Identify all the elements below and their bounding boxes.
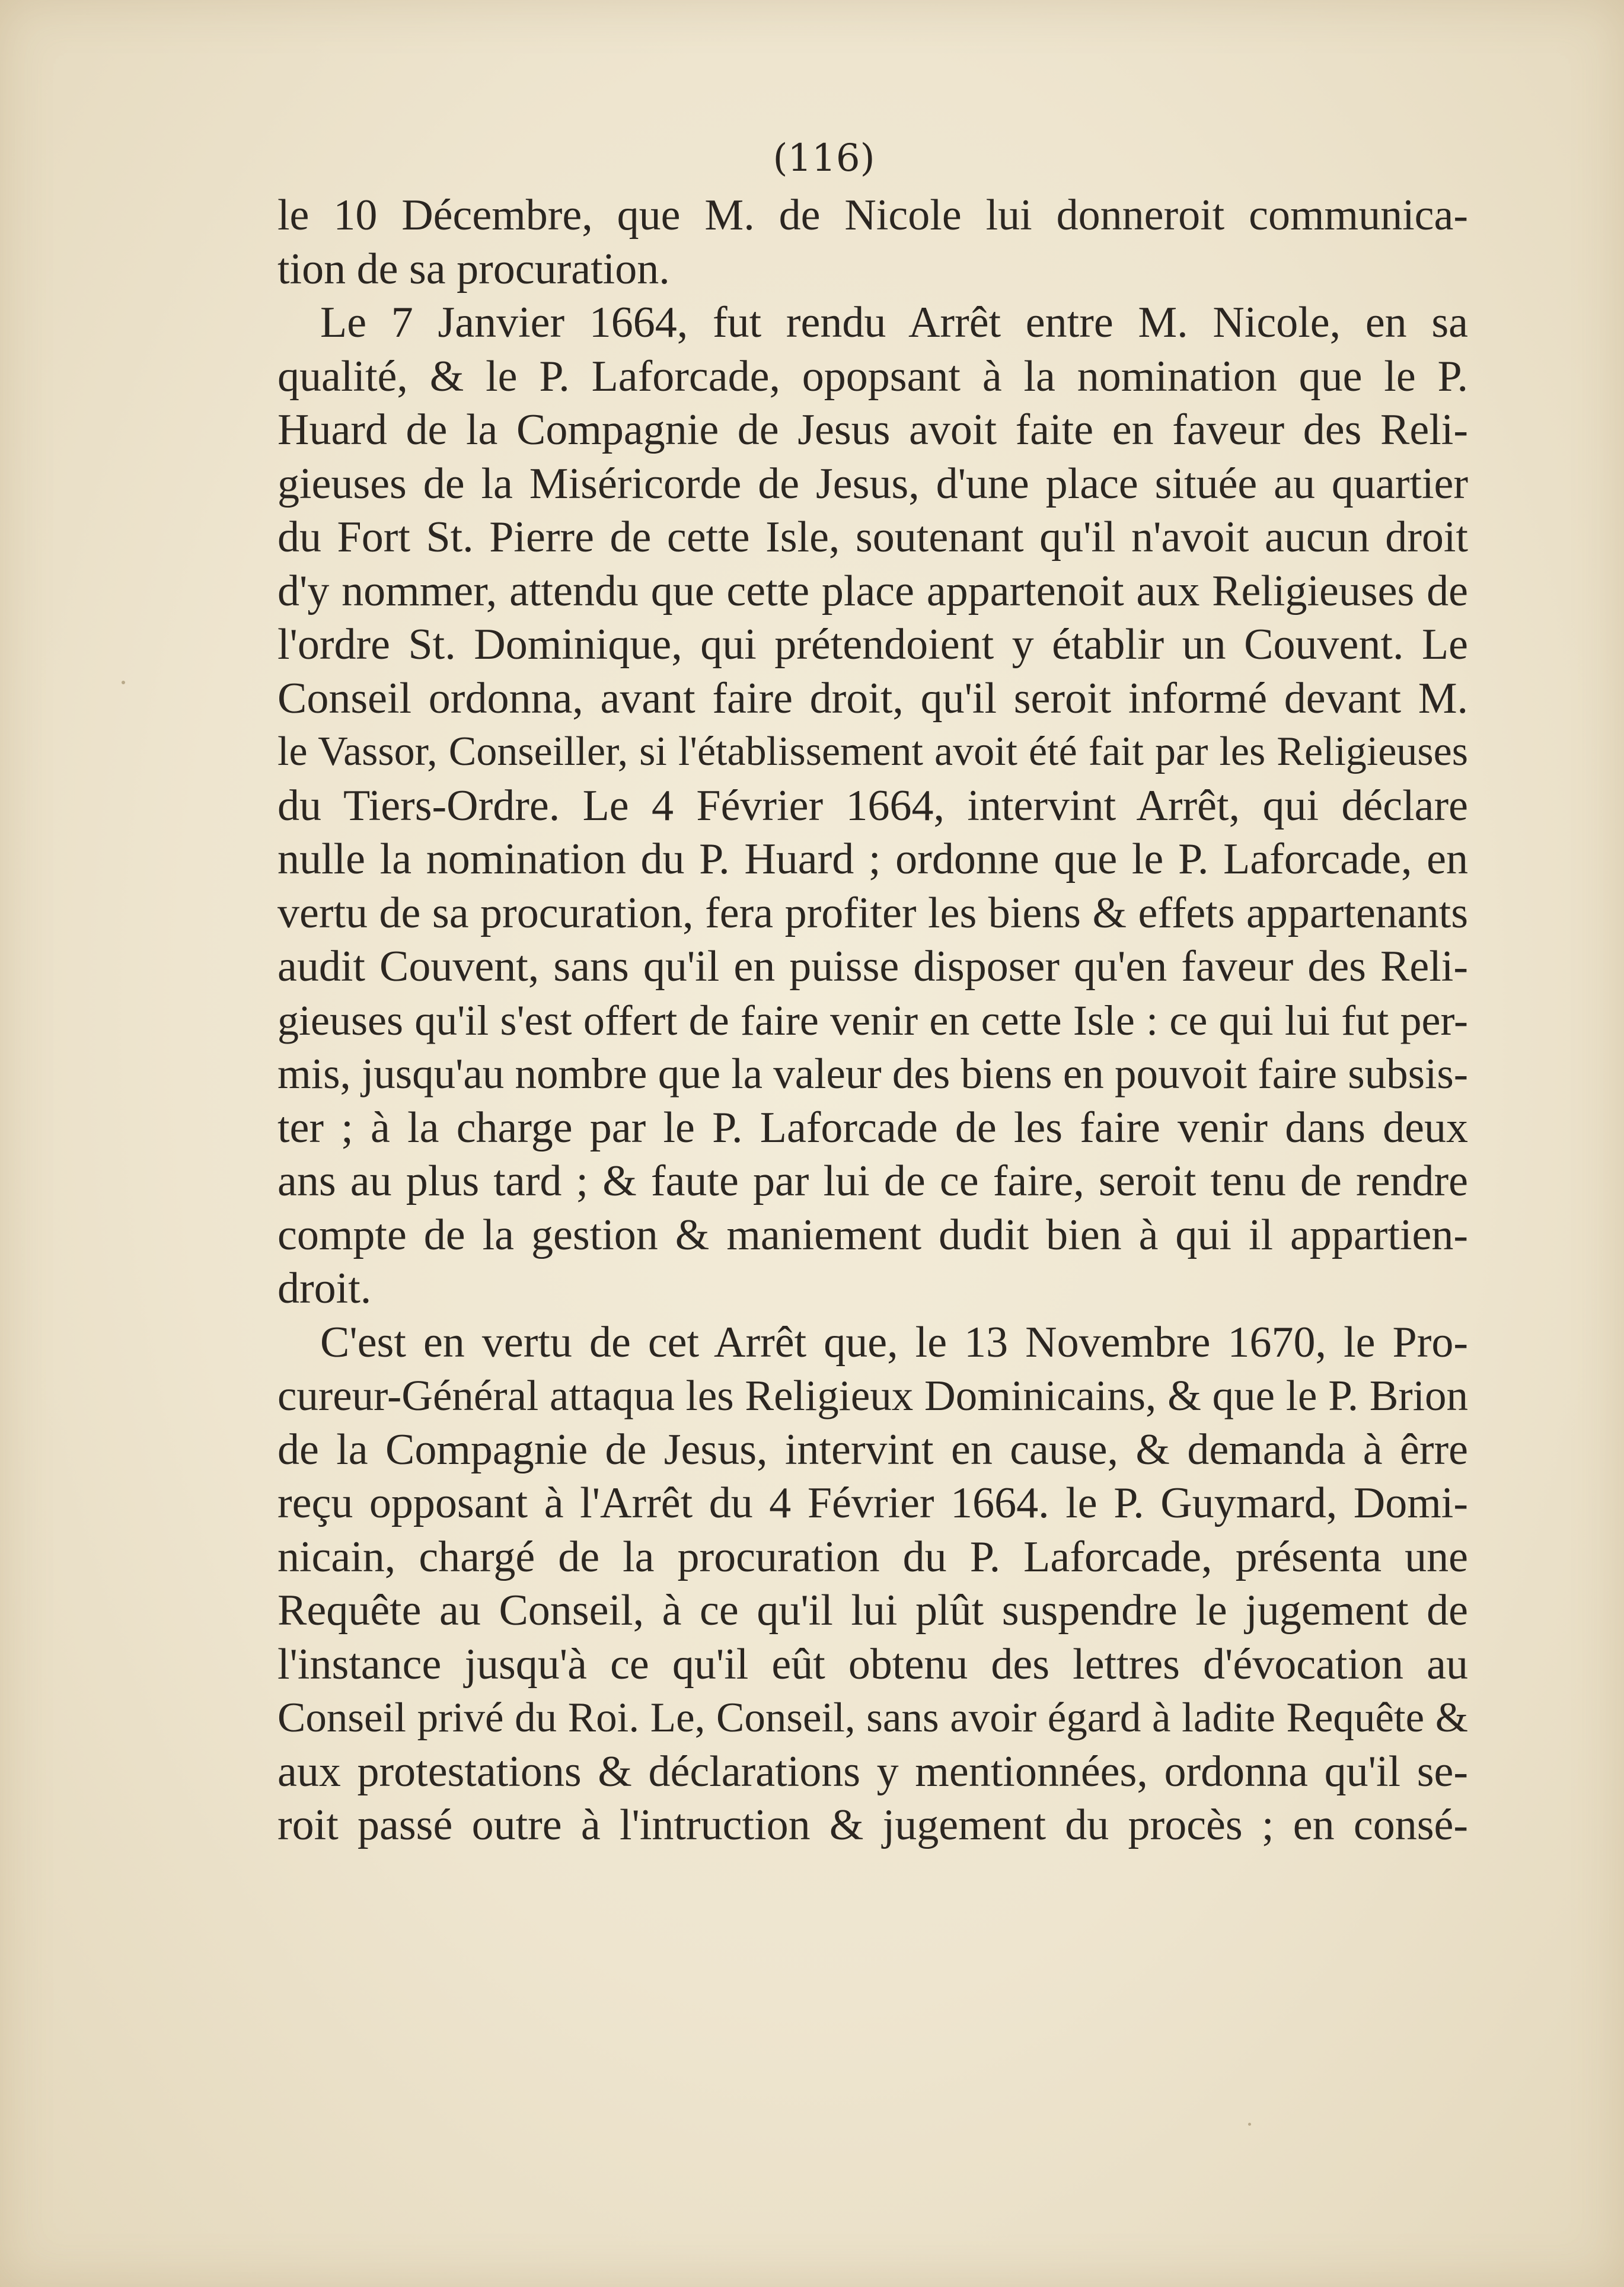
text-line: ter ; à la charge par le P. Laforcade de les faire venir dans deux — [277, 1103, 1468, 1152]
text-line: compte de la gestion & maniement dudit bien à qui il appartien- — [277, 1210, 1468, 1259]
text-line: tion de sa procuration. — [277, 244, 670, 294]
text-line: roit passé outre à l'intruction & jugement du procès ; en consé- — [277, 1801, 1468, 1849]
text-line: l'ordre St. Dominique, qui prétendoient y établir un Couvent. Le — [277, 620, 1468, 669]
text-line: le Vassor, Conseiller, si l'établissement avoit été fait par les Religieuses — [277, 729, 1468, 774]
text-line: gieuses qu'il s'est offert de faire venir en cette Isle : ce qui lui fut per- — [277, 996, 1468, 1044]
paper-speck — [122, 681, 125, 684]
text-line: aux protestations & déclarations y mentionnées, ordonna qu'il se- — [277, 1747, 1468, 1796]
text-line: cureur-Général attaqua les Religieux Dominicains, & que le P. Brion — [277, 1371, 1468, 1420]
text-line: du Tiers-Ordre. Le 4 Février 1664, intervint Arrêt, qui déclare — [277, 781, 1468, 830]
text-line: Conseil ordonna, avant faire droit, qu'il seroit informé devant M. — [277, 674, 1468, 723]
text-line: C'est en vertu de cet Arrêt que, le 13 Novembre 1670, le Pro- — [320, 1318, 1468, 1367]
text-line: qualité, & le P. Laforcade, opopsant à la nomination que le P. — [277, 352, 1468, 401]
text-line: d'y nommer, attendu que cette place appartenoit aux Religieuses de — [277, 566, 1468, 615]
text-line: le 10 Décembre, que M. de Nicole lui donneroit communica- — [277, 191, 1468, 240]
text-line: vertu de sa procuration, fera profiter les biens & effets appartenants — [277, 888, 1468, 937]
text-line: gieuses de la Miséricorde de Jesus, d'une place située au quartier — [277, 459, 1468, 508]
text-line: nicain, chargé de la procuration du P. Laforcade, présenta une — [277, 1532, 1468, 1581]
text-line: audit Couvent, sans qu'il en puisse disposer qu'en faveur des Reli- — [277, 942, 1468, 991]
text-line: nulle la nomination du P. Huard ; ordonne que le P. Laforcade, en — [277, 835, 1468, 883]
paper-speck — [1248, 2123, 1251, 2126]
text-line: Conseil privé du Roi. Le, Conseil, sans avoir égard à ladite Requête & — [277, 1695, 1468, 1741]
text-line: du Fort St. Pierre de cette Isle, soutenant qu'il n'avoit aucun droit — [277, 513, 1468, 562]
text-line: Huard de la Compagnie de Jesus avoit faite en faveur des Reli- — [277, 406, 1468, 454]
body-text — [277, 189, 1468, 1852]
text-line: de la Compagnie de Jesus, intervint en cause, & demanda à êrre — [277, 1425, 1468, 1474]
text-line: reçu opposant à l'Arrêt du 4 Février 1664. le P. Guymard, Domi- — [277, 1479, 1468, 1527]
text-line: droit. — [277, 1264, 372, 1313]
text-line: l'instance jusqu'à ce qu'il eût obtenu des lettres d'évocation au — [277, 1640, 1468, 1689]
text-line: Le 7 Janvier 1664, fut rendu Arrêt entre M. Nicole, en sa — [320, 298, 1468, 347]
text-line: ans au plus tard ; & faute par lui de ce faire, seroit tenu de rendre — [277, 1157, 1468, 1205]
text-line: Requête au Conseil, à ce qu'il lui plût suspendre le jugement de — [277, 1586, 1468, 1635]
page-number: (116) — [773, 136, 875, 180]
text-line: mis, jusqu'au nombre que la valeur des biens en pouvoit faire subsis- — [277, 1050, 1469, 1098]
